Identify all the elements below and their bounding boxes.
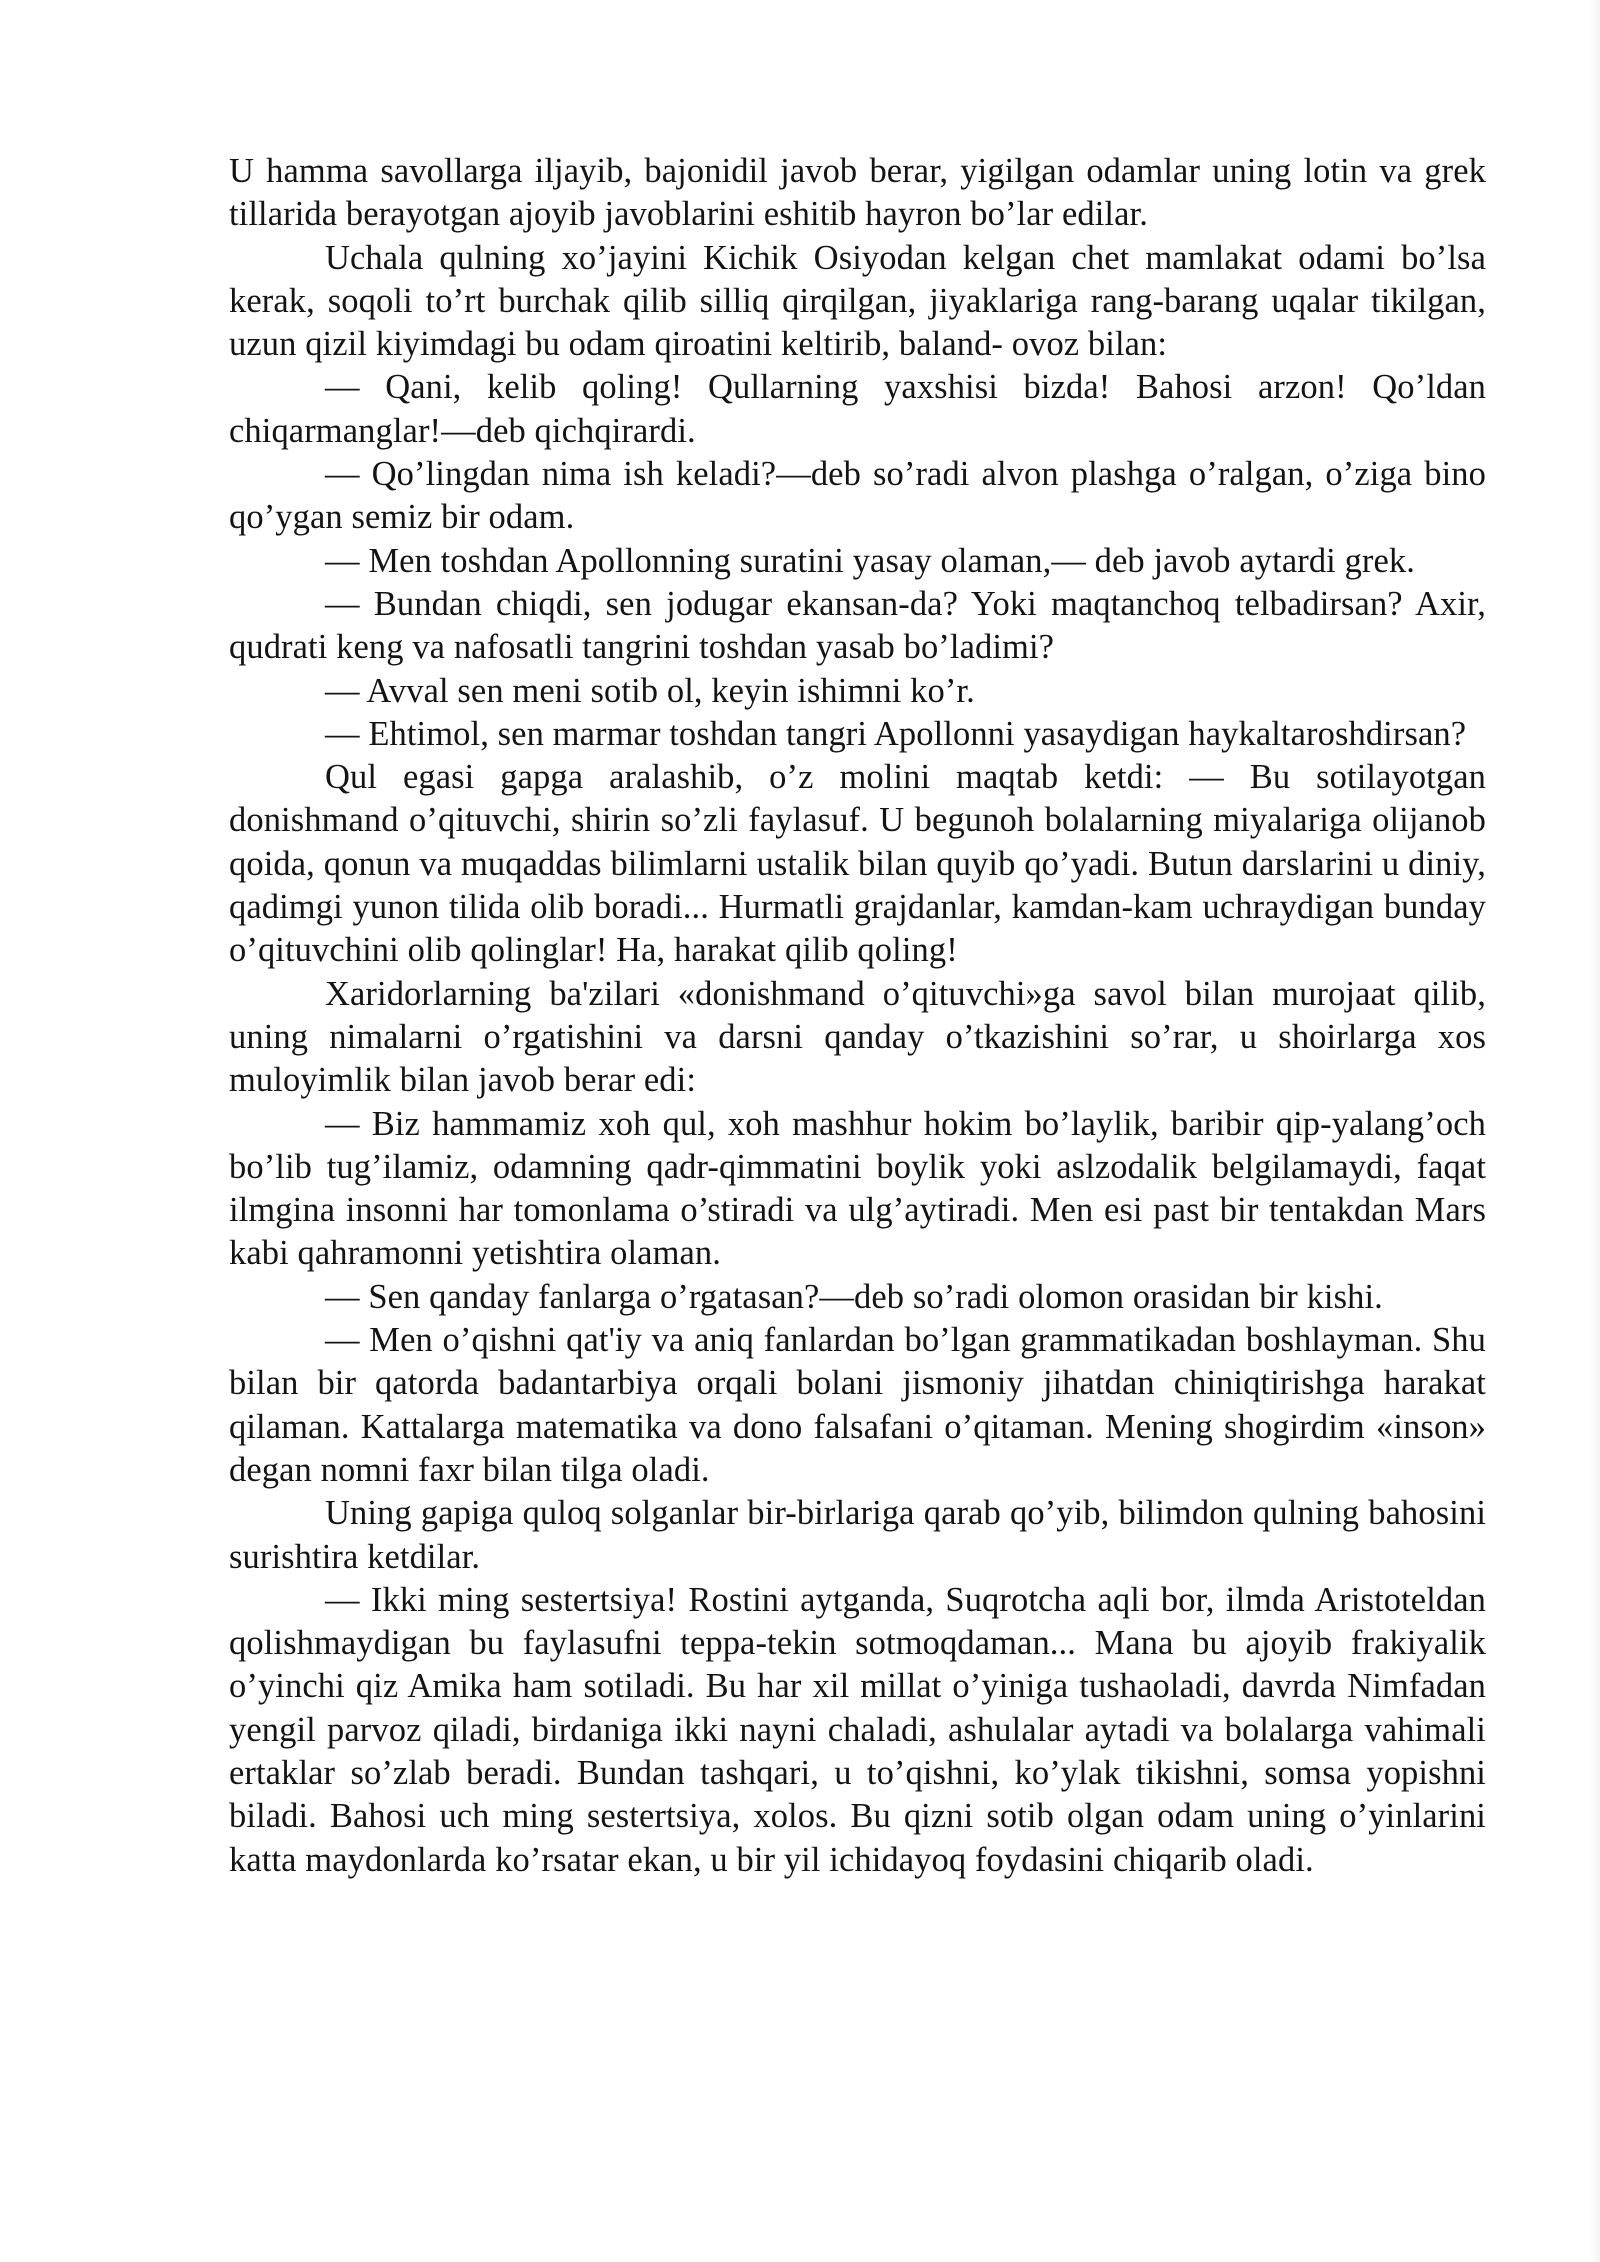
paragraph: Uchala qulning xo’jayini Kichik Osiyodan kelgan chet mamlakat odami bo’lsa kerak, soqoli to’rt burchak qilib silliq qirqilgan, jiyaklariga rang-barang uqalar tikilgan, uzun qizil kiyimdagi bu odam qiroatini keltirib, baland- ovoz bilan: [229, 238, 1486, 364]
dialogue-paragraph: — Men toshdan Apollonning suratini yasay olaman,— deb javob aytardi grek. [325, 541, 1416, 580]
paragraph: Uning gapiga quloq solganlar bir-birlariga qarab qo’yib, bilimdon qulning bahosini surishtira ketdilar. [229, 1494, 1486, 1576]
body-text [229, 150, 1486, 1882]
paragraph: U hamma savollarga iljayib, bajonidil javob berar, yigilgan odamlar uning lotin va grek tillarida berayotgan ajoyib javoblarini eshitib hayron bo’lar edilar. [229, 152, 1486, 234]
paragraph: Qul egasi gapga aralashib, o’z molini maqtab ketdi: — Bu sotilayotgan donishmand o’qituvchi, shirin so’zli faylasuf. U begunoh bolalarning miyalariga olijanob qoida, qonun va muqaddas bilimlarni ustalik bilan quyib qo’yadi. Butun darslarini u diniy, qadimgi yunon tilida olib boradi... Hurmatli grajdanlar, kamdan-kam uchraydigan bunday o’qituvchini olib qolinglar! Ha, harakat qilib qoling! [229, 758, 1486, 970]
page-edge-shadow [1590, 0, 1600, 2262]
dialogue-paragraph: — Ikki ming sestertsiya! Rostini aytganda, Suqrotcha aqli bor, ilmda Aristoteldan qolishmaydigan bu faylasufni teppa-tekin sotmoqdaman... Mana bu ajoyib frakiyalik o’yinchi qiz Amika ham sotiladi. Bu har xil millat o’yiniga tushaoladi, davrda Nimfadan yengil parvoz qiladi, birdaniga ikki nayni chaladi, ashulalar aytadi va bolalarga vahimali ertaklar so’zlab beradi. Bundan tashqari, u to’qishni, ko’ylak tikishni, somsa yopishni biladi. Bahosi uch ming sestertsiya, xolos. Bu qizni sotib olgan odam uning o’yinlarini katta maydonlarda ko’rsatar ekan, u bir yil ichidayoq foydasini chiqarib oladi. [229, 1580, 1486, 1879]
dialogue-paragraph: — Qo’lingdan nima ish keladi?—deb so’radi alvon plashga o’ralgan, o’ziga bino qo’ygan semiz bir odam. [229, 455, 1486, 537]
dialogue-paragraph: — Biz hammamiz xoh qul, xoh mashhur hokim bo’laylik, baribir qip-yalang’och bo’lib tug’ilamiz, odamning qadr-qimmatini boylik yoki aslzodalik belgilamaydi, faqat ilmgina insonni har tomonlama o’stiradi va ulg’aytiradi. Men esi past bir tentakdan Mars kabi qahramonni yetishtira olaman. [229, 1104, 1486, 1273]
dialogue-paragraph: — Qani, kelib qoling! Qullarning yaxshisi bizda! Bahosi arzon! Qo’ldan chiqarmanglar!—deb qichqirardi. [229, 368, 1486, 450]
dialogue-paragraph: — Sen qanday fanlarga o’rgatasan?—deb so’radi olomon orasidan bir kishi. [325, 1277, 1383, 1316]
dialogue-paragraph: — Avval sen meni sotib ol, keyin ishimni ko’r. [325, 671, 975, 710]
dialogue-paragraph: — Men o’qishni qat'iy va aniq fanlardan bo’lgan grammatikadan boshlayman. Shu bilan bir qatorda badantarbiya orqali bolani jismoniy jihatdan chiniqtirishga harakat qilaman. Kattalarga matematika va dono falsafani o’qitaman. Mening shogirdim «inson» degan nomni faxr bilan tilga oladi. [229, 1321, 1486, 1489]
dialogue-paragraph: — Ehtimol, sen marmar toshdan tangri Apollonni yasaydigan haykaltaroshdirsan? [325, 714, 1467, 753]
dialogue-paragraph: — Bundan chiqdi, sen jodugar ekansan-da? Yoki maqtanchoq telbadirsan? Axir, qudrati keng va nafosatli tangrini toshdan yasab bo’ladimi? [229, 584, 1486, 667]
paragraph: Xaridorlarning ba'zilari «donishmand o’qituvchi»ga savol bilan murojaat qilib, uning nimalarni o’rgatishini va darsni qanday o’tkazishini so’rar, u shoirlarga xos muloyimlik bilan javob berar edi: [229, 974, 1486, 1100]
